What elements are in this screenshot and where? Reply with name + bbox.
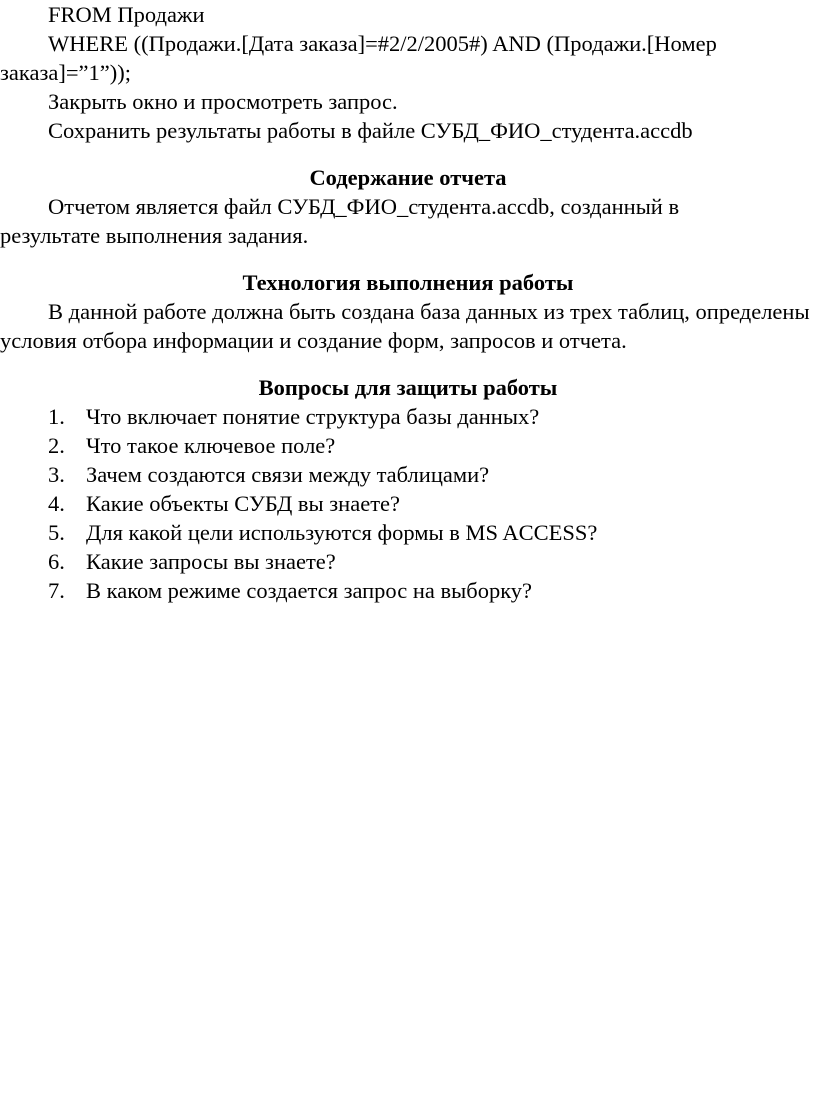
list-item-text: Какие запросы вы знаете? xyxy=(86,549,336,574)
list-item xyxy=(0,576,816,605)
list-item-number: 4. xyxy=(48,491,65,516)
technology-text: В данной работе должна быть создана база данных из трех таблиц, определены условия отбора информации и создание форм, запросов и отчета. xyxy=(0,299,810,353)
list-item xyxy=(0,547,816,576)
spacer xyxy=(0,355,816,373)
list-item-text: Для какой цели используются формы в MS ACCESS? xyxy=(86,520,598,545)
list-item-number: 7. xyxy=(48,578,65,603)
list-item-text: Что такое ключевое поле? xyxy=(86,433,336,458)
step-save-results: Сохранить результаты работы в файле СУБД_ФИО_студента.accdb xyxy=(48,118,693,143)
technology-heading: Технология выполнения работы xyxy=(242,270,574,295)
list-item xyxy=(0,402,816,431)
list-item-number: 6. xyxy=(48,549,65,574)
list-item-number: 1. xyxy=(48,404,65,429)
list-item xyxy=(0,431,816,460)
list-item-number: 2. xyxy=(48,433,65,458)
report-heading: Содержание отчета xyxy=(309,165,507,190)
spacer xyxy=(0,145,816,163)
list-item-number: 3. xyxy=(48,462,65,487)
spacer xyxy=(0,250,816,268)
sql-where-line: WHERE ((Продажи.[Дата заказа]=#2/2/2005#) AND (Продажи.[Номер заказа]=”1”)); xyxy=(0,31,717,85)
list-item-text: Какие объекты СУБД вы знаете? xyxy=(86,491,401,516)
list-item xyxy=(0,489,816,518)
list-item-number: 5. xyxy=(48,520,65,545)
sql-from-line: FROM Продажи xyxy=(48,2,205,27)
questions-heading: Вопросы для защиты работы xyxy=(258,375,558,400)
report-text: Отчетом является файл СУБД_ФИО_студента.accdb, созданный в результате выполнения задания. xyxy=(0,194,680,248)
questions-list xyxy=(0,402,816,605)
list-item-text: В каком режиме создается запрос на выборку? xyxy=(86,578,533,603)
list-item-text: Зачем создаются связи между таблицами? xyxy=(86,462,490,487)
list-item xyxy=(0,460,816,489)
list-item xyxy=(0,518,816,547)
list-item-text: Что включает понятие структура базы данных? xyxy=(86,404,540,429)
step-close-window: Закрыть окно и просмотреть запрос. xyxy=(48,89,398,114)
